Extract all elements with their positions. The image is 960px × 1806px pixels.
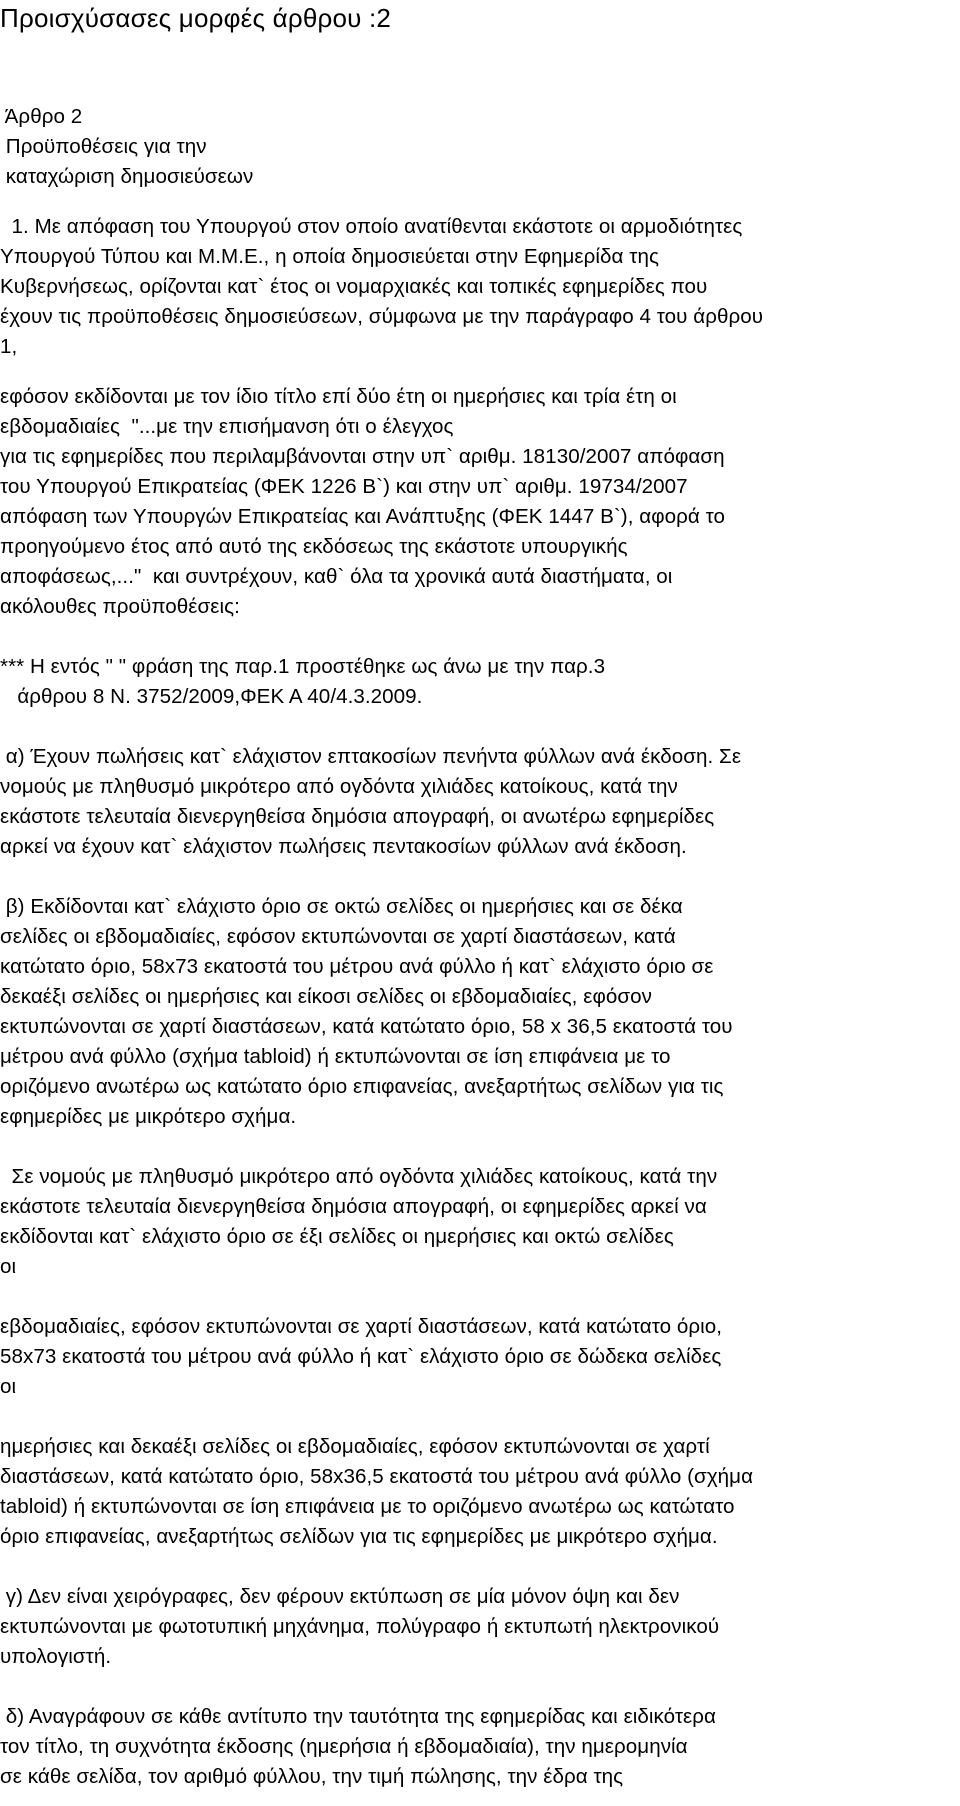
- text-line: σε κάθε σελίδα, τον αριθμό φύλλου, την τιμή πώλησης, την έδρα της: [0, 1765, 624, 1788]
- text-line: έχουν τις προϋποθέσεις δημοσιεύσεων, σύμφωνα με την παράγραφο 4 του άρθρου: [0, 305, 764, 328]
- text-line: εκτυπώνονται σε χαρτί διαστάσεων, κατά κατώτατο όριο, 58 x 36,5 εκατοστά του: [0, 1015, 733, 1038]
- text-line: όριο επιφανείας, ανεξαρτήτως σελίδων για τις εφημερίδες με μικρότερο σχήμα.: [0, 1525, 718, 1548]
- text-line: διαστάσεων, κατά κατώτατο όριο, 58x36,5 εκατοστά του μέτρου ανά φύλλο (σχήμα: [0, 1465, 754, 1488]
- text-line: τον τίτλο, τη συχνότητα έκδοσης (ημερήσια ή εβδομαδιαία), την ημερομηνία: [0, 1735, 688, 1758]
- text-line: για τις εφημερίδες που περιλαμβάνονται στην υπ` αριθμ. 18130/2007 απόφαση: [0, 445, 725, 468]
- text-line: tabloid) ή εκτυπώνονται σε ίση επιφάνεια με το οριζόμενο ανωτέρω ως κατώτατο: [0, 1495, 735, 1518]
- text-line: γ) Δεν είναι χειρόγραφες, δεν φέρουν εκτύπωση σε μία μόνον όψη και δεν: [0, 1585, 680, 1608]
- text-line: εφόσον εκδίδονται με τον ίδιο τίτλο επί δύο έτη οι ημερήσιες και τρία έτη οι: [0, 385, 677, 408]
- text-line: οι: [0, 1255, 17, 1278]
- text-line: σελίδες οι εβδομαδιαίες, εφόσον εκτυπώνονται σε χαρτί διαστάσεων, κατά: [0, 925, 676, 948]
- text-line: 1. Με απόφαση του Υπουργού στον οποίο ανατίθενται εκάστοτε οι αρμοδιότητες: [0, 215, 743, 238]
- text-line: Υπουργού Τύπου και Μ.Μ.Ε., η οποία δημοσιεύεται στην Εφημερίδα της: [0, 245, 659, 268]
- document-title: Προισχύσασες μορφές άρθρου :2: [0, 3, 392, 33]
- text-line: εφημερίδες με μικρότερο σχήμα.: [0, 1105, 297, 1128]
- article-subtitle-line: καταχώριση δημοσιεύσεων: [0, 165, 254, 188]
- text-line: εκδίδονται κατ` ελάχιστο όριο σε έξι σελίδες οι ημερήσιες και οκτώ σελίδες: [0, 1225, 674, 1248]
- text-line: του Υπουργού Επικρατείας (ΦΕΚ 1226 Β`) και στην υπ` αριθμ. 19734/2007: [0, 475, 688, 498]
- text-line: δεκαέξι σελίδες οι ημερήσιες και είκοσι σελίδες οι εβδομαδιαίες, εφόσον: [0, 985, 652, 1008]
- text-line: απόφαση των Υπουργών Επικρατείας και Ανάπτυξης (ΦΕΚ 1447 Β`), αφορά το: [0, 505, 726, 528]
- text-line: 1,: [0, 335, 18, 358]
- article-subtitle-line: Προϋποθέσεις για την: [0, 135, 207, 158]
- text-line: εκτυπώνονται με φωτοτυπική μηχάνημα, πολύγραφο ή εκτυπωτή ηλεκτρονικού: [0, 1615, 720, 1638]
- text-line: υπολογιστή.: [0, 1645, 112, 1668]
- amendment-note: άρθρου 8 Ν. 3752/2009,ΦΕΚ Α 40/4.3.2009.: [0, 685, 423, 708]
- text-line: ημερήσιες και δεκαέξι σελίδες οι εβδομαδιαίες, εφόσον εκτυπώνονται σε χαρτί: [0, 1435, 710, 1458]
- text-line: εβδομαδιαίες "...με την επισήμανση ότι ο έλεγχος: [0, 415, 454, 438]
- text-line: ακόλουθες προϋποθέσεις:: [0, 595, 240, 618]
- text-line: εκάστοτε τελευταία διενεργηθείσα δημόσια απογραφή, οι εφημερίδες αρκεί να: [0, 1195, 707, 1218]
- text-line: εβδομαδιαίες, εφόσον εκτυπώνονται σε χαρτί διαστάσεων, κατά κατώτατο όριο,: [0, 1315, 723, 1338]
- text-line: νομούς με πληθυσμό μικρότερο από ογδόντα χιλιάδες κατοίκους, κατά την: [0, 775, 678, 798]
- text-line: 58x73 εκατοστά του μέτρου ανά φύλλο ή κατ` ελάχιστο όριο σε δώδεκα σελίδες: [0, 1345, 722, 1368]
- text-line: εκάστοτε τελευταία διενεργηθείσα δημόσια απογραφή, οι ανωτέρω εφημερίδες: [0, 805, 715, 828]
- text-line: β) Εκδίδονται κατ` ελάχιστο όριο σε οκτώ σελίδες οι ημερήσιες και σε δέκα: [0, 895, 683, 918]
- text-line: προηγούμενο έτος από αυτό της εκδόσεως της εκάστοτε υπουργικής: [0, 535, 628, 558]
- text-line: Σε νομούς με πληθυσμό μικρότερο από ογδόντα χιλιάδες κατοίκους, κατά την: [0, 1165, 718, 1188]
- text-line: Κυβερνήσεως, ορίζονται κατ` έτος οι νομαρχιακές και τοπικές εφημερίδες που: [0, 275, 708, 298]
- text-line: κατώτατο όριο, 58x73 εκατοστά του μέτρου ανά φύλλο ή κατ` ελάχιστο όριο σε: [0, 955, 714, 978]
- text-line: αρκεί να έχουν κατ` ελάχιστον πωλήσεις πεντακοσίων φύλλων ανά έκδοση.: [0, 835, 687, 858]
- text-line: α) Έχουν πωλήσεις κατ` ελάχιστον επτακοσίων πενήντα φύλλων ανά έκδοση. Σε: [0, 745, 742, 768]
- text-line: οι: [0, 1375, 17, 1398]
- article-heading: Άρθρο 2: [0, 105, 83, 128]
- text-line: μέτρου ανά φύλλο (σχήμα tabloid) ή εκτυπώνονται σε ίση επιφάνεια με το: [0, 1045, 671, 1068]
- text-line: οριζόμενο ανωτέρω ως κατώτατο όριο επιφανείας, ανεξαρτήτως σελίδων για τις: [0, 1075, 724, 1098]
- amendment-note: *** Η εντός " " φράση της παρ.1 προστέθηκε ως άνω με την παρ.3: [0, 655, 606, 678]
- text-line: αποφάσεως,..." και συντρέχουν, καθ` όλα τα χρονικά αυτά διαστήματα, οι: [0, 565, 673, 588]
- text-line: δ) Αναγράφουν σε κάθε αντίτυπο την ταυτότητα της εφημερίδας και ειδικότερα: [0, 1705, 717, 1728]
